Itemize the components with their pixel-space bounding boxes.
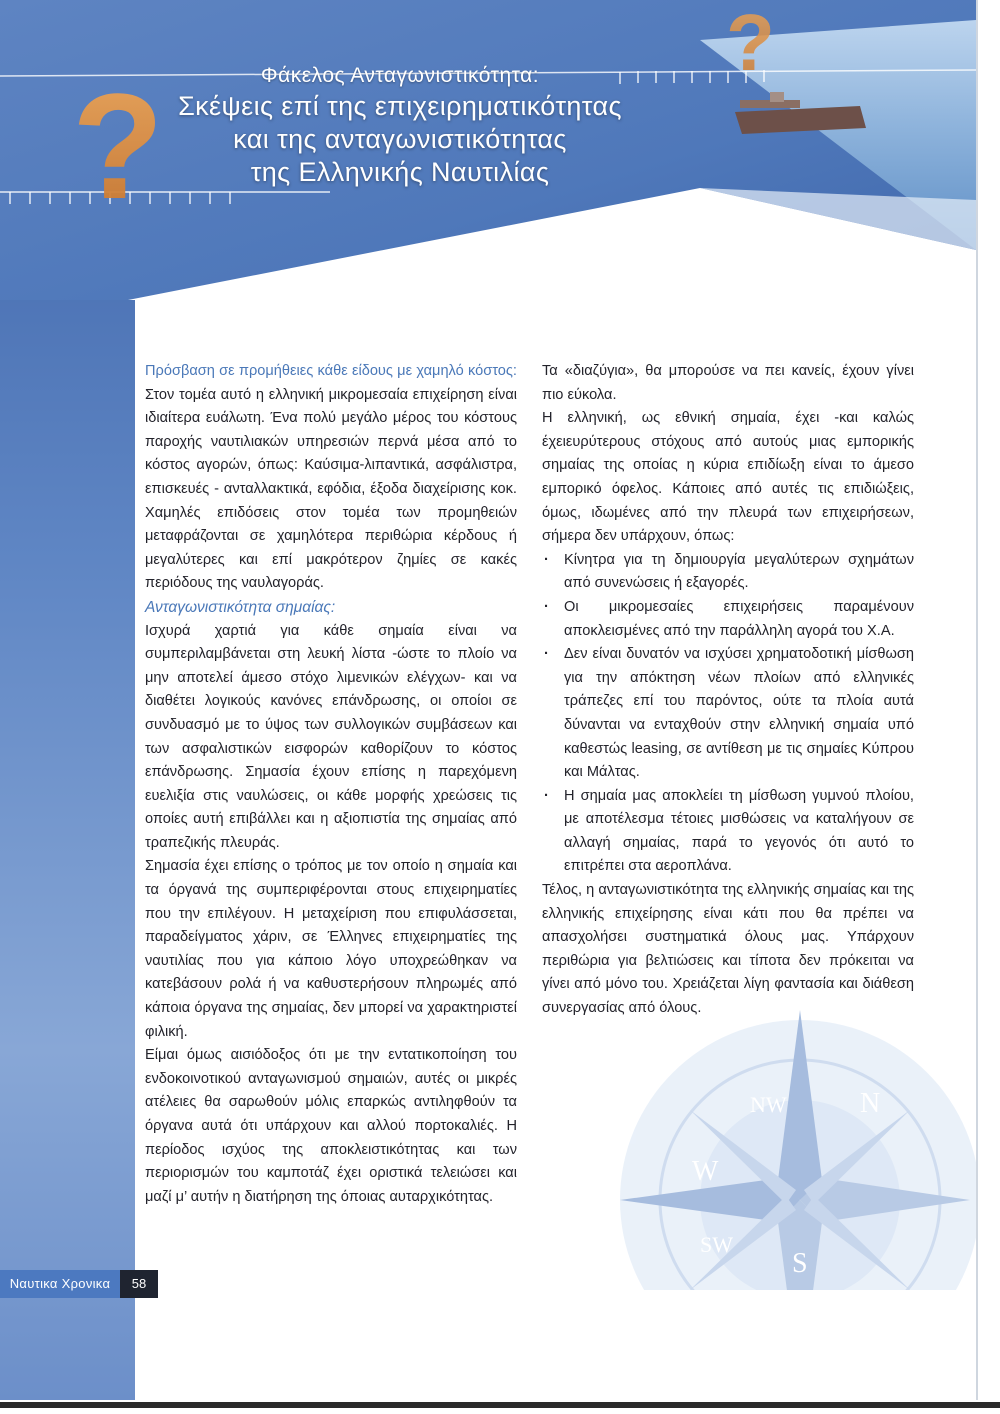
body-paragraph: Τα «διαζύγια», θα μπορούσε να πει κανείς, έχουν γίνει πιο εύκολα.: [542, 363, 914, 403]
bullet-item: · Οι μικρομεσαίες επιχειρήσεις παραμένουν αποκλεισμένες από την παράλληλη αγορά του Χ.Α.: [542, 596, 914, 643]
compass-label: N: [860, 1088, 881, 1119]
body-paragraph: Σημασία έχει επίσης ο τρόπος με τον οποίο η σημαία και τα όργανά της συμπεριφέρονται στους επιχειρηματίες που την επιλέγουν. Η μεταχείριση που επιφυλάσσεται, παραδείγματος χάριν, σε Έλληνες επιχειρηματίες της ναυτιλίας που για κάποιο λόγο υποχρεώθηκαν να κατεβάσουν ρολά ή να καθυστερήσουν πληρωμές από κάποια όργανα της σημαίας, δεν μπορεί να χαρακτηριστεί φιλική.: [145, 858, 517, 1040]
lead-paragraph: [145, 360, 517, 596]
scan-bottom-edge: [0, 1402, 1000, 1408]
svg-text:?: ?: [72, 62, 164, 230]
page-number: 58: [120, 1270, 158, 1298]
bullet-list: [542, 549, 914, 879]
body-paragraph: Η ελληνική, ως εθνική σημαία, έχει -και καλώς έχειευρύτερους στόχους από αυτούς μιας εμπορικής σημαίας της οποίας η κύρια επιδίωξη είναι το άμεσο εμπορικό όφελος. Κάποιες από αυτές τις επιδιώξεις, όμως, ιδωμένες από την πλευρά των επιχειρήσεων, σήμερα δεν υπάρχουν, όπως:: [542, 410, 914, 545]
body-paragraph: Ισχυρά χαρτιά για κάθε σημαία είναι να συμπεριλαμβάνεται στη λευκή λίστα -ώστε το πλοίο να μην αποτελεί άμεσο στόχο λιμενικών ελέγχων- και να διαθέτει λογικούς κανόνες επάνδρωσης, οι οποίοι σε συνδυασμό με το ύψος των συλλογικών συμβάσεων και των ασφαλιστικών εισφορών καθορίζουν το κόστος επάνδρωσης. Σημασία έχουν επίσης η παρεχόμενη ευελιξία στις ναυλώσεις, οι κάθε μορφής χρεώσεις τις οποίες αυτή επιβάλλει και η αξιοπιστία της σημαίας από τραπεζικής πλευράς.: [145, 622, 517, 851]
left-text-column: [145, 360, 517, 1209]
title-line: της Ελληνικής Ναυτιλίας: [250, 157, 550, 187]
compass-label: W: [692, 1156, 719, 1187]
title-kicker: Φάκελος Ανταγωνιστικότητα:: [260, 64, 540, 87]
page-footer: [0, 1270, 158, 1298]
lead-text: Στον τομέα αυτό η ελληνική μικρομεσαία επιχείρηση είναι ιδιαίτερα ευάλωτη. Ένα πολύ μεγάλο μέρος του κόστους παροχής ναυτιλιακών υπηρεσιών περνά μέσα από το κόστος αγορών, όπως: Καύσιμα-λιπαντικά, ασφάλιστρα, επισκευές - ανταλλακτικά, εφόδια, έξοδα διαχείρισης κοκ. Χαμηλές επιδόσεις στον τομέα των προμηθειών μεταφράζονται σε χαμηλότερα περιθώρια κέρδους ή μεγαλύτερες και επί μακρότερον ζημίες σε κακές περιόδους της ναυλαγοράς.: [145, 386, 517, 592]
lead-heading: Πρόσβαση σε προμήθειες κάθε είδους με χαμηλό κόστος:: [145, 363, 517, 379]
compass-rose-illustration: [560, 990, 976, 1290]
section-heading: Ανταγωνιστικότητα σημαίας:: [145, 598, 336, 616]
title-line: και της ανταγωνιστικότητας: [233, 124, 567, 154]
svg-text:?: ?: [726, 0, 775, 87]
bullet-item: · Κίνητρα για τη δημιουργία μεγαλύτερων σχημάτων από συνενώσεις ή εξαγορές.: [542, 549, 914, 596]
right-text-column: [542, 360, 914, 1021]
title-line: Σκέψεις επί της επιχειρηματικότητας: [178, 91, 622, 121]
closing-paragraph: Τέλος, η ανταγωνιστικότητα της ελληνικής σημαίας και της ελληνικής επιχείρησης είναι κάτι που θα πρέπει να απασχολήσει συστηματικά όλους μας. Υπάρχουν περιθώρια για βελτιώσεις και τίποτα δεν πρόκειται να γίνει από μόνο του. Χρειάζεται λίγη φαντασία και διάθεση συνεργασίας από όλους.: [542, 882, 914, 1017]
magazine-name: Ναυτικα Χρονικα: [0, 1270, 120, 1298]
bullet-item: · Η σημαία μας αποκλείει τη μίσθωση γυμνού πλοίου, με αποτέλεσμα τέτοιες μισθώσεις να καταλήγουν σε αλλαγή σημαίας, παρά το γεγονός ότι αυτό το επιτρέπει στα αεροπλάνα.: [542, 785, 914, 879]
question-mark-icon-small: [726, 0, 775, 87]
bullet-item: · Δεν είναι δυνατόν να ισχύσει χρηματοδοτική μίσθωση για την απόκτηση νέων πλοίων από ελληνικές τράπεζες επί του παρόντος, ούτε τα πλοία αυτά δύνανται να ενταχθούν στην ελληνική σημαία υπό καθεστώς leasing, σε αντίθεση με τις σημαίες Κύπρου και Μάλτας.: [542, 643, 914, 785]
compass-label: NW: [750, 1092, 787, 1117]
compass-label: S: [792, 1248, 808, 1279]
body-paragraph: Είμαι όμως αισιόδοξος ότι με την εντατικοποίηση του ενδοκοινοτικού ανταγωνισμού σημαιών, αυτές οι μικρές ατέλειες θα σαρωθούν μόλις επαρκώς αντιληφθούν τα όργανα αυτά ότι υπάρχουν και αλλού πορτοκαλιές. Η περίοδος ισχύος της αποκλειστικότητας και των περιορισμών του καμποτάζ έχει οριστικά τελειώσει και μαζί μ’ αυτήν η διατήρηση της όποιας αυταρχικότητας.: [145, 1047, 517, 1205]
compass-label: SW: [700, 1232, 733, 1257]
article-title: [140, 64, 660, 189]
